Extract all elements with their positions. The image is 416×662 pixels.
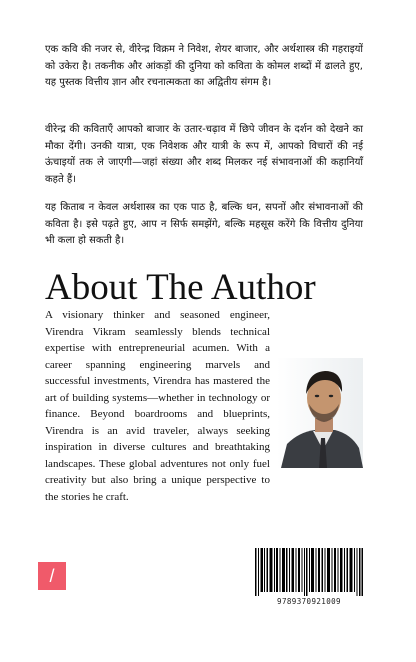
hindi-paragraph-2: वीरेन्द्र की कविताएँ आपको बाजार के उतार-चढ़ाव में छिपे जीवन के दर्शन को देखने का मौका देंगी। उनकी यात्रा, एक निवेशक और यात्री के रूप में, आपको विचारों की नई ऊंचाइयों तक ले जाएगी—जहां संख्या और शब्द मिलकर नई संभावनाओं की कहानियाँ कहते हैं।: [45, 124, 363, 185]
barcode: [255, 548, 363, 596]
about-author-heading: About The Author: [45, 267, 316, 308]
isbn-number: 9789370921009: [277, 597, 341, 606]
author-photo: [277, 358, 363, 468]
hindi-paragraph-3: यह किताब न केवल अर्थशास्त्र का एक पाठ है, बल्कि धन, सपनों और संभावनाओं की कविता है। इसे पढ़ते हुए, आप न सिर्फ समझेंगे, बल्कि महसूस करेंगे कि वित्तीय दुनिया भी कला हो सकती है।: [45, 202, 363, 246]
publisher-logo: /: [38, 562, 66, 590]
author-bio: A visionary thinker and seasoned engineer, Virendra Vikram seamlessly blends technical expertise with entrepreneurial acumen. With a career spanning engineering marvels and successful investments, Virendra has mastered the art of building systems—whether in technology or finance. Beyond boardrooms and blueprints, Virendra is an avid traveler, always seeking inspiration in diverse cultures and breathtaking landscapes. These global adventures not only fuel creativity but also bring a unique perspective to the stories he craft.: [45, 309, 270, 503]
hindi-paragraph-1: एक कवि की नजर से, वीरेन्द्र विक्रम ने निवेश, शेयर बाजार, और अर्थशास्त्र की गहराइयों को उकेरा है। तकनीक और आंकड़ों की दुनिया को कविता के कोमल शब्दों में ढालते हुए, यह पुस्तक वित्तीय ज्ञान और रचनात्मकता का अद्वितीय संगम है।: [45, 44, 363, 88]
